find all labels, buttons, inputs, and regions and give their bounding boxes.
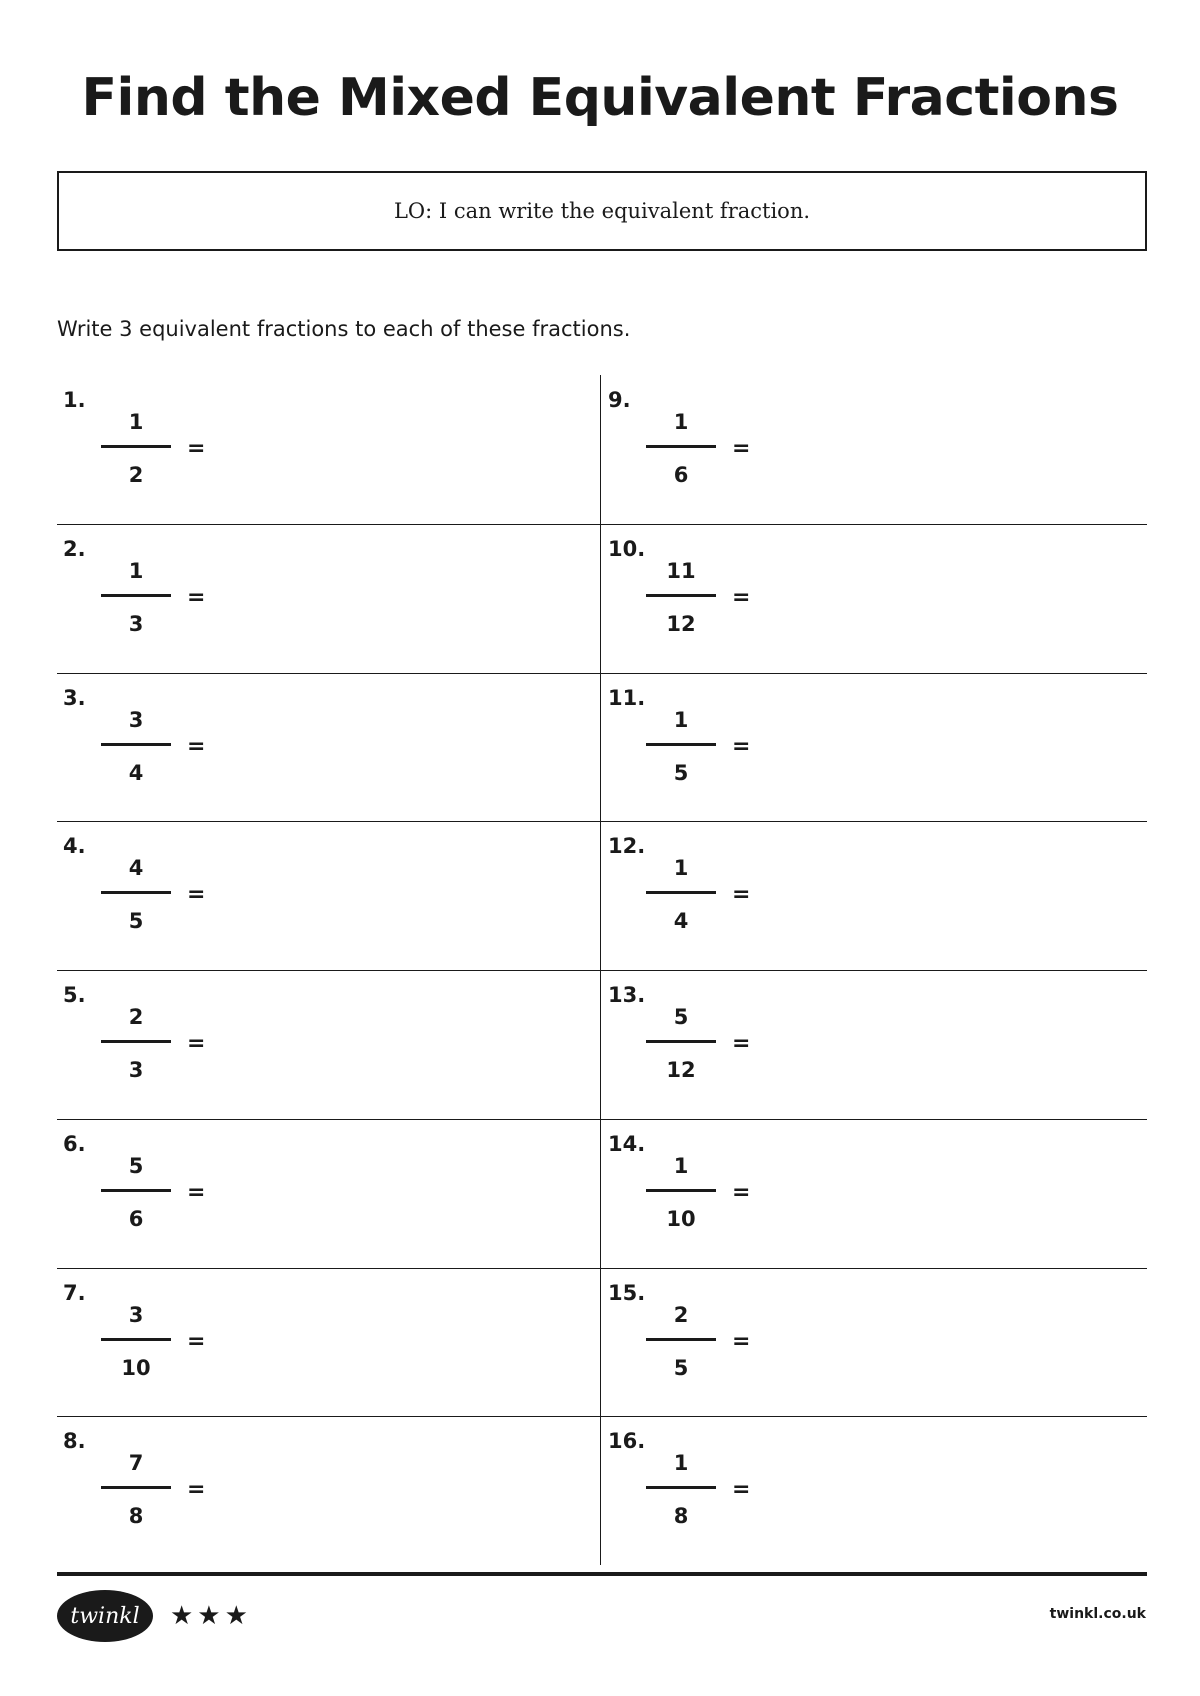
numerator: 1 [673, 708, 689, 732]
equals-sign: = [187, 734, 206, 759]
question-number: 9. [608, 388, 631, 412]
equals-sign: = [732, 1180, 751, 1205]
question-cell [602, 1268, 1147, 1416]
denominator: 4 [128, 761, 144, 785]
question-number: 3. [63, 686, 86, 710]
fraction-bar [646, 1338, 716, 1341]
denominator: 5 [128, 909, 144, 933]
fraction-bar [646, 743, 716, 746]
equals-sign: = [732, 1477, 751, 1502]
numerator: 1 [128, 410, 144, 434]
fraction [101, 556, 171, 639]
equals-sign: = [187, 1031, 206, 1056]
equals-sign: = [187, 1477, 206, 1502]
question-cell [57, 1416, 602, 1564]
fraction-bar [646, 594, 716, 597]
question-cell [602, 673, 1147, 821]
numerator: 4 [128, 856, 144, 880]
fraction [646, 1300, 716, 1383]
numerator: 5 [128, 1154, 144, 1178]
denominator: 3 [128, 612, 144, 636]
fraction-bar [101, 1486, 171, 1489]
fraction-bar [646, 445, 716, 448]
footer-divider [57, 1572, 1147, 1576]
fraction [646, 853, 716, 936]
denominator: 2 [128, 463, 144, 487]
question-number: 8. [63, 1429, 86, 1453]
equals-sign: = [732, 585, 751, 610]
fraction-bar [101, 445, 171, 448]
denominator: 10 [666, 1207, 696, 1231]
equals-sign: = [187, 436, 206, 461]
question-cell [602, 1416, 1147, 1564]
difficulty-stars-icon: ★★★ [170, 1601, 252, 1631]
numerator: 1 [673, 410, 689, 434]
denominator: 4 [673, 909, 689, 933]
question-cell [57, 375, 602, 523]
fraction [101, 1300, 171, 1383]
denominator: 12 [666, 1058, 696, 1082]
question-cell [602, 524, 1147, 672]
question-cell [57, 524, 602, 672]
denominator: 8 [673, 1504, 689, 1528]
instructions: Write 3 equivalent fractions to each of these fractions. [57, 317, 631, 341]
fraction [101, 705, 171, 788]
question-number: 11. [608, 686, 646, 710]
numerator: 2 [128, 1005, 144, 1029]
question-number: 16. [608, 1429, 646, 1453]
denominator: 10 [121, 1356, 151, 1380]
fraction [101, 407, 171, 490]
question-number: 14. [608, 1132, 646, 1156]
denominator: 6 [673, 463, 689, 487]
numerator: 5 [673, 1005, 689, 1029]
website-link: twinkl.co.uk [1049, 1606, 1146, 1622]
question-number: 13. [608, 983, 646, 1007]
equals-sign: = [732, 734, 751, 759]
question-number: 2. [63, 537, 86, 561]
equals-sign: = [187, 1180, 206, 1205]
fraction-bar [646, 1040, 716, 1043]
question-number: 1. [63, 388, 86, 412]
fraction-bar [101, 594, 171, 597]
question-number: 10. [608, 537, 646, 561]
numerator: 1 [128, 559, 144, 583]
fraction [646, 407, 716, 490]
question-cell [602, 821, 1147, 969]
question-number: 4. [63, 834, 86, 858]
question-cell [57, 1268, 602, 1416]
numerator: 11 [666, 559, 696, 583]
question-number: 12. [608, 834, 646, 858]
equals-sign: = [187, 585, 206, 610]
question-number: 15. [608, 1281, 646, 1305]
fraction [101, 853, 171, 936]
page-title: Find the Mixed Equivalent Fractions [81, 68, 1119, 128]
denominator: 6 [128, 1207, 144, 1231]
denominator: 3 [128, 1058, 144, 1082]
fraction-bar [646, 1486, 716, 1489]
fraction-bar [646, 1189, 716, 1192]
fraction [101, 1448, 171, 1531]
fraction [646, 1448, 716, 1531]
question-number: 5. [63, 983, 86, 1007]
denominator: 12 [666, 612, 696, 636]
numerator: 1 [673, 1154, 689, 1178]
question-cell [602, 375, 1147, 523]
numerator: 7 [128, 1451, 144, 1475]
denominator: 5 [673, 1356, 689, 1380]
question-cell [57, 970, 602, 1118]
learning-objective-text: LO: I can write the equivalent fraction. [393, 199, 811, 223]
fraction [646, 705, 716, 788]
fraction [101, 1002, 171, 1085]
question-cell [602, 1119, 1147, 1267]
fraction-bar [101, 743, 171, 746]
question-cell [57, 1119, 602, 1267]
question-number: 7. [63, 1281, 86, 1305]
fraction-bar [101, 1338, 171, 1341]
logo-text: twinkl [70, 1603, 140, 1629]
question-cell [57, 821, 602, 969]
equals-sign: = [732, 882, 751, 907]
fraction [101, 1151, 171, 1234]
numerator: 1 [673, 856, 689, 880]
question-number: 6. [63, 1132, 86, 1156]
numerator: 3 [128, 1303, 144, 1327]
denominator: 5 [673, 761, 689, 785]
fraction [646, 1151, 716, 1234]
fraction [646, 556, 716, 639]
question-cell [602, 970, 1147, 1118]
fraction [646, 1002, 716, 1085]
denominator: 8 [128, 1504, 144, 1528]
equals-sign: = [187, 1329, 206, 1354]
numerator: 1 [673, 1451, 689, 1475]
learning-objective-box [57, 171, 1147, 251]
twinkl-logo [57, 1590, 153, 1642]
fraction-bar [101, 891, 171, 894]
equals-sign: = [732, 436, 751, 461]
questions-grid [57, 375, 1147, 1565]
fraction-bar [646, 891, 716, 894]
fraction-bar [101, 1040, 171, 1043]
numerator: 2 [673, 1303, 689, 1327]
fraction-bar [101, 1189, 171, 1192]
equals-sign: = [732, 1329, 751, 1354]
equals-sign: = [187, 882, 206, 907]
numerator: 3 [128, 708, 144, 732]
question-cell [57, 673, 602, 821]
equals-sign: = [732, 1031, 751, 1056]
